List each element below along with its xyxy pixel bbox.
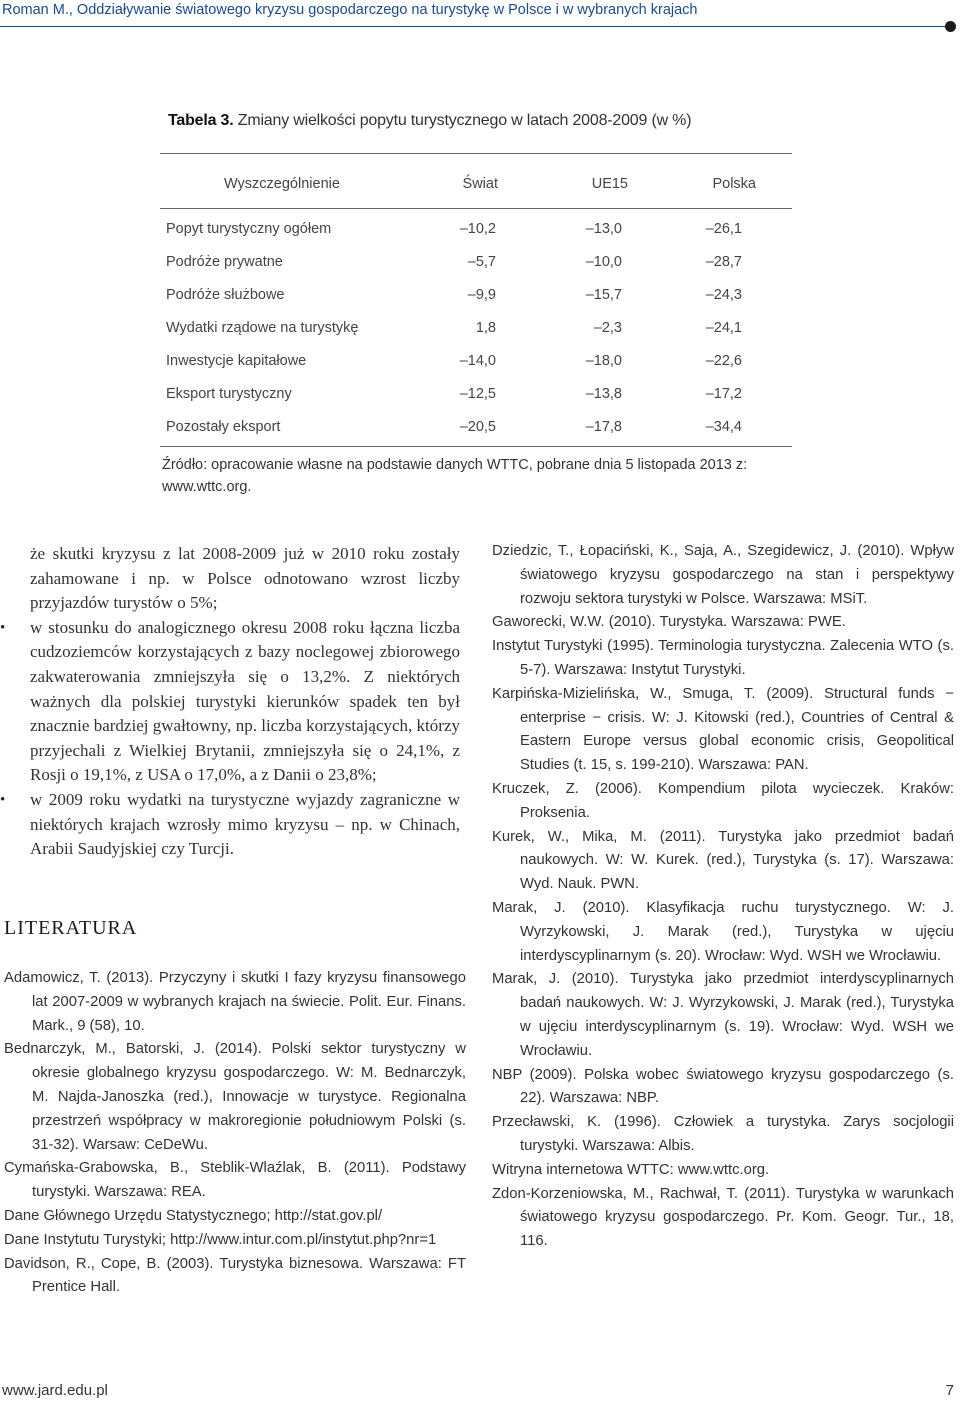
- table-row: [160, 345, 792, 378]
- table-cell: –13,8: [585, 386, 622, 402]
- table-row-label: Pozostały eksport: [166, 419, 281, 435]
- footer-url: www.jard.edu.pl: [2, 1382, 108, 1399]
- data-table: [160, 153, 792, 447]
- table-cell: –20,5: [459, 419, 496, 435]
- reference-entry: Kurek, W., Mika, M. (2011). Turystyka jako przedmiot badań naukowych. W: W. Kurek. (red.), Turystyka (s. 17). Warszawa: Wyd. Nauk. PWN.: [492, 828, 954, 893]
- table-cell: –24,1: [705, 320, 742, 336]
- reference-entry: Kruczek, Z. (2006). Kompendium pilota wycieczek. Kraków: Proksenia.: [492, 780, 954, 821]
- table-row: [160, 213, 792, 246]
- table-header-row: [160, 154, 792, 208]
- table-caption-text: Zmiany wielkości popytu turystycznego w latach 2008-2009 (w %): [233, 112, 692, 129]
- table-header-cell: Polska: [712, 176, 756, 192]
- table-header-cell: Świat: [462, 176, 498, 192]
- reference-entry: Marak, J. (2010). Klasyfikacja ruchu turystycznego. W: J. Wyrzykowski, J. Marak (red.), Turystyka w ujęciu interdyscyplinarnym (s. 20). Wrocław: Wyd. WSH we Wrocławiu.: [492, 899, 954, 964]
- table-cell: –10,0: [585, 254, 622, 270]
- table-bottom-rule: [160, 446, 792, 447]
- table-row-label: Inwestycje kapitałowe: [166, 353, 307, 369]
- reference-entry: Marak, J. (2010). Turystyka jako przedmiot interdyscyplinarnych badań naukowych. W: J. Wyrzykowski, J. Marak (red.), Turystyka w ujęciu interdyscyplinarnym (s. 19). Wrocław: Wyd. WSH we Wrocławiu.: [492, 971, 954, 1059]
- table-source-note: Źródło: opracowanie własne na podstawie danych WTTC, pobrane dnia 5 listopada 2013 z: www.wttc.org.: [162, 457, 748, 495]
- reference-entry: NBP (2009). Polska wobec światowego kryzysu gospodarczego (s. 22). Warszawa: NBP.: [492, 1066, 954, 1107]
- references-right-column: [492, 540, 954, 1254]
- table-header-cell: UE15: [591, 176, 628, 192]
- header-dot-icon: [945, 21, 956, 32]
- reference-entry: Zdon-Korzeniowska, M., Rachwał, T. (2011). Turystyka w warunkach światowego kryzysu gospodarczego. Pr. Kom. Geogr. Tur., 18, 116.: [492, 1185, 954, 1250]
- paragraph-text: w 2009 roku wydatki na turystyczne wyjazdy zagraniczne w niektórych krajach wzrosły mimo kryzysu – np. w Chinach, Arabii Saudyjskiej czy Turcji.: [30, 789, 460, 859]
- table-cell: –28,7: [705, 254, 742, 270]
- reference-entry: Dane Głównego Urzędu Statystycznego; http://stat.gov.pl/: [4, 1207, 383, 1224]
- table-cell: 1,8: [475, 320, 496, 336]
- table-header-cell: Wyszczególnienie: [224, 176, 340, 192]
- table-cell: –10,2: [459, 221, 496, 237]
- body-text: [0, 542, 460, 862]
- table-row-label: Podróże służbowe: [166, 287, 285, 303]
- table-cell: –17,8: [585, 419, 622, 435]
- table-cell: –12,5: [459, 386, 496, 402]
- reference-entry: Adamowicz, T. (2013). Przyczyny i skutki I fazy kryzysu finansowego lat 2007-2009 w wybranych krajach na świecie. Polit. Eur. Finans. Mark., 9 (58), 10.: [4, 970, 466, 1034]
- table-cell: –34,4: [705, 419, 742, 435]
- paragraph-text: że skutki kryzysu z lat 2008-2009 już w 2010 roku zostały zahamowane i np. w Polsce odnotowano wzrost liczby przyjazdów turystów o 5%;: [30, 544, 460, 613]
- reference-entry: Davidson, R., Cope, B. (2003). Turystyka biznesowa. Warszawa: FT Prentice Hall.: [4, 1255, 466, 1296]
- running-header: [0, 0, 960, 44]
- header-rule: [0, 26, 948, 27]
- reference-entry: Instytut Turystyki (1995). Terminologia turystyczna. Zalecenia WTO (s. 5-7). Warszawa: Instytut Turystyki.: [492, 638, 954, 678]
- bullet-paragraph: [0, 788, 460, 862]
- table-caption: [168, 112, 691, 130]
- table-body: [160, 213, 792, 444]
- reference-entry: Cymańska-Grabowska, B., Steblik-Wlaźlak, B. (2011). Podstawy turystyki. Warszawa: REA.: [4, 1160, 466, 1201]
- bullet-icon: •: [0, 791, 6, 808]
- table-cell: –18,0: [585, 353, 622, 369]
- table-row: [160, 246, 792, 279]
- table-cell: –22,6: [705, 353, 742, 369]
- reference-entry: Przecławski, K. (1996). Człowiek a turystyka. Zarys socjologii turystyki. Warszawa: Albis.: [492, 1114, 954, 1154]
- table-cell: –13,0: [585, 221, 622, 237]
- reference-entry: Dziedzic, T., Łopaciński, K., Saja, A., Szegidewicz, J. (2010). Wpływ światowego kryzysu gospodarczego na stan i perspektywy rozwoju sektora turystyki w Polsce. Warszawa: MSiT.: [492, 543, 954, 607]
- page-number: 7: [945, 1382, 954, 1399]
- table-row: [160, 312, 792, 345]
- reference-entry: Witryna internetowa WTTC: www.wttc.org.: [492, 1161, 770, 1178]
- bullet-paragraph: [0, 616, 460, 788]
- table-row: [160, 279, 792, 312]
- reference-entry: Karpińska-Mizielińska, W., Smuga, T. (2009). Structural funds − enterprise − crisis. W: J. Kitowski (red.), Countries of Central & Eastern Europe versus global economic crisis, Geopolitical Studies (t. 15, s. 199-210). Warszawa: PAN.: [492, 685, 954, 774]
- table-row-label: Podróże prywatne: [166, 254, 283, 270]
- table-cell: –5,7: [467, 254, 496, 270]
- table-row: [160, 378, 792, 411]
- table-cell: –9,9: [467, 287, 496, 303]
- table-caption-label: Tabela 3.: [168, 112, 234, 129]
- table-cell: –15,7: [585, 287, 622, 303]
- table-row: [160, 411, 792, 444]
- table-cell: –2,3: [593, 320, 622, 336]
- table-cell: –14,0: [459, 353, 496, 369]
- table-cell: –26,1: [705, 221, 742, 237]
- bullet-icon: •: [0, 619, 6, 636]
- reference-entry: Gaworecki, W.W. (2010). Turystyka. Warszawa: PWE.: [492, 614, 846, 631]
- table-cell: –17,2: [705, 386, 742, 402]
- paragraph-text: w stosunku do analogicznego okresu 2008 roku łączna liczba cudzoziemców korzystających z bazy noclegowej zbiorowego zakwaterowania zmniejszyła się o 13,2%. Z niektórych ważnych dla polskiej turystyki kierunków spadek ten był znacznie bardziej gwałtowny, np. liczba korzystających, którzy przyjechali z Wielkiej Brytanii, zmniejszyła się o 24,1%, z Rosji o 19,1%, z USA o 17,0%, a z Danii o 23,8%;: [30, 617, 460, 785]
- table-row-label: Eksport turystyczny: [166, 386, 292, 402]
- references-left-column: [4, 967, 466, 1300]
- reference-entry: Dane Instytutu Turystyki; http://www.intur.com.pl/instytut.php?nr=1: [4, 1231, 437, 1248]
- paragraph: [30, 542, 460, 616]
- literatura-heading: LITERATURA: [4, 917, 138, 939]
- table-row-label: Wydatki rządowe na turystykę: [166, 320, 359, 336]
- running-header-title: Roman M., Oddziaływanie światowego kryzysu gospodarczego na turystykę w Polsce i w wybranych krajach: [2, 2, 698, 18]
- table-row-label: Popyt turystyczny ogółem: [166, 221, 332, 237]
- reference-entry: Bednarczyk, M., Batorski, J. (2014). Polski sektor turystyczny w okresie globalnego kryzysu gospodarczego. W: M. Bednarczyk, M. Najda-Janoszka (red.), Innowacje w turystyce. Regionalna przestrzeń współpracy w makroregionie południowym Polski (s. 31-32). Warsaw: CeDeWu.: [4, 1041, 466, 1153]
- table-cell: –24,3: [705, 287, 742, 303]
